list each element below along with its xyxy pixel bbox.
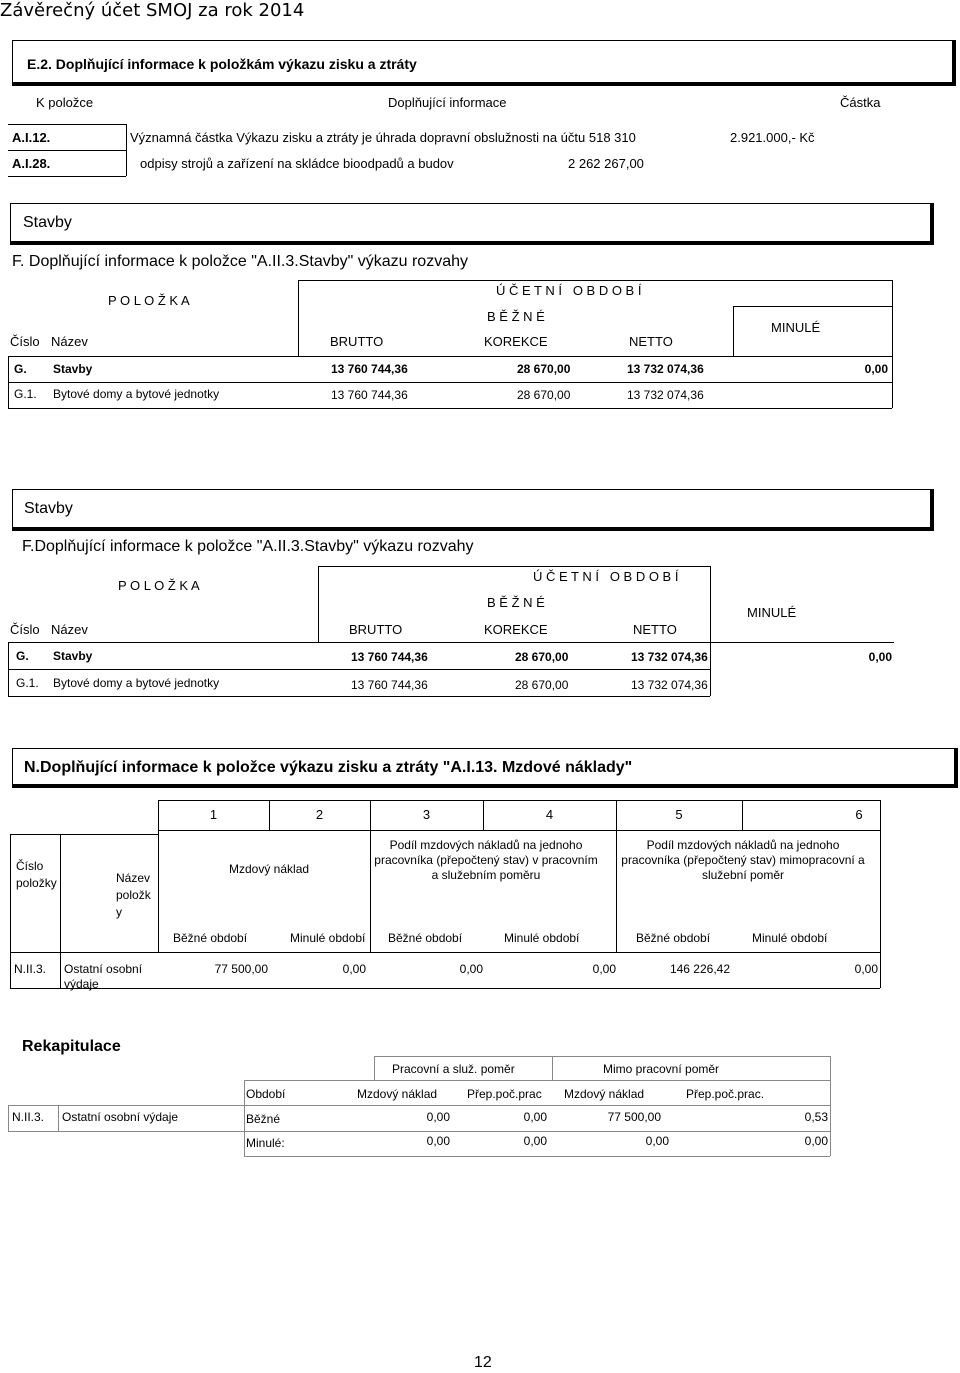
stavby2-netto: NETTO — [633, 622, 677, 637]
stavby1-brutto: BRUTTO — [330, 334, 384, 349]
mzdy-period: Běžné období — [173, 931, 248, 945]
stavby2-bezne: B Ě Ž N É — [487, 595, 545, 610]
rekap-row-value: 0,00 — [523, 1110, 547, 1124]
stavby1-label: Stavby — [23, 214, 72, 231]
mzdy-row-value: 0,00 — [854, 962, 878, 976]
rekap-mzdovy-naklad-2: Mzdový náklad — [564, 1087, 645, 1101]
rekap-mimo: Mimo pracovní poměr — [603, 1062, 720, 1076]
e2-col-item: K položce — [36, 95, 94, 110]
rekap-prep-poc-a: Přep.poč.prac — [467, 1087, 542, 1101]
mzdy-period: Běžné období — [388, 931, 463, 945]
mzdy-col-number: 5 — [675, 807, 683, 822]
stavby1-minule: MINULÉ — [771, 320, 821, 335]
stavby1-row-netto: 13 732 074,36 — [627, 388, 704, 402]
stavby1-row-korekce: 28 670,00 — [517, 362, 571, 376]
stavby1-row-code: G.1. — [14, 387, 37, 401]
stavby2-row-netto: 13 732 074,36 — [631, 678, 708, 692]
stavby1-bezne: B Ě Ž N É — [487, 309, 545, 324]
stavby2-row-minule: 0,00 — [868, 650, 892, 664]
stavby2-minule: MINULÉ — [747, 605, 797, 620]
stavby2-nazev: Název — [51, 622, 88, 637]
stavby2-row-name: Bytové domy a bytové jednotky — [53, 676, 220, 690]
document-title: Závěrečný účet SMOJ za rok 2014 — [0, 0, 305, 21]
stavby2-cislo: Číslo — [10, 622, 40, 637]
rekap-row-value: 0,00 — [523, 1134, 547, 1148]
stavby1-row-brutto: 13 760 744,36 — [331, 362, 408, 376]
rekap-heading: Rekapitulace — [22, 1038, 121, 1055]
stavby1-label-box — [10, 203, 934, 245]
mzdy-nazev-polozky: Název položk y — [116, 871, 151, 919]
stavby2-ucetni-obdobi: Ú Č E T N Í O B D O B Í — [533, 569, 679, 584]
rekap-row-value: 77 500,00 — [607, 1110, 661, 1124]
rekap-row-value: 0,00 — [426, 1134, 450, 1148]
mzdy-row-value: 0,00 — [459, 962, 483, 976]
stavby1-cislo: Číslo — [10, 334, 40, 349]
mzdy-period: Minulé období — [752, 931, 828, 945]
stavby1-polozka: P O L O Ž K A — [108, 293, 190, 308]
mzdy-row-value: 146 226,42 — [669, 962, 730, 976]
e2-row-code: A.I.12. — [12, 130, 51, 145]
mzdy-row-name: Ostatní osobní výdaje — [64, 962, 143, 991]
e2-row-text: Významná částka Výkazu zisku a ztráty je úhrada dopravní obslužnosti na účtu 518 310 — [130, 130, 636, 145]
mzdy-heading-box — [12, 748, 958, 788]
e2-heading-box — [12, 40, 956, 86]
mzdy-mzdovy-naklad: Mzdový náklad — [229, 862, 310, 876]
stavby1-row-brutto: 13 760 744,36 — [331, 388, 408, 402]
stavby2-korekce: KOREKCE — [484, 622, 548, 637]
stavby1-netto: NETTO — [629, 334, 673, 349]
stavby1-ucetni-obdobi: Ú Č E T N Í O B D O B Í — [496, 283, 642, 298]
stavby2-brutto: BRUTTO — [349, 622, 403, 637]
rekap-row-label: Běžné — [246, 1112, 281, 1126]
stavby2-row-brutto: 13 760 744,36 — [351, 678, 428, 692]
rekap-row-value: 0,00 — [426, 1110, 450, 1124]
stavby1-nazev: Název — [51, 334, 88, 349]
mzdy-col-number: 4 — [545, 807, 554, 822]
stavby2-row-netto: 13 732 074,36 — [631, 650, 708, 664]
page-number: 12 — [474, 1354, 492, 1371]
stavby2-row-korekce: 28 670,00 — [515, 650, 569, 664]
stavby1-heading: F. Doplňující informace k položce "A.II.3.Stavby" výkazu rozvahy — [12, 253, 468, 270]
e2-row-amount: 2.921.000,- Kč — [730, 130, 815, 145]
stavby1-row-name: Bytové domy a bytové jednotky — [53, 387, 220, 401]
e2-heading: E.2. Doplňující informace k položkám výkazu zisku a ztráty — [27, 56, 417, 72]
stavby1-row-code: G. — [14, 362, 27, 376]
stavby2-heading: F.Doplňující informace k položce "A.II.3.Stavby" výkazu rozvahy — [22, 538, 474, 555]
mzdy-row-value: 0,00 — [342, 962, 366, 976]
mzdy-col-number: 6 — [855, 807, 863, 822]
e2-col-amount: Částka — [840, 95, 881, 110]
mzdy-cislo-polozky: Číslo položky — [16, 859, 57, 890]
mzdy-period: Běžné období — [636, 931, 711, 945]
stavby1-row-minule: 0,00 — [864, 362, 888, 376]
mzdy-heading: N.Doplňující informace k položce výkazu zisku a ztráty "A.I.13. Mzdové náklady" — [24, 759, 633, 776]
rekap-name: Ostatní osobní výdaje — [62, 1110, 179, 1124]
e2-row-code: A.I.28. — [12, 156, 51, 171]
e2-row-amount: 2 262 267,00 — [568, 156, 644, 171]
stavby2-label: Stavby — [24, 500, 73, 517]
rekap-row-value: 0,00 — [645, 1134, 669, 1148]
stavby2-row-code: G.1. — [16, 676, 39, 690]
mzdy-podil-mimo: Podíl mzdových nákladů na jednoho pracovníka (přepočtený stav) mimopracovní a služební poměr — [621, 838, 865, 882]
stavby1-row-name: Stavby — [53, 362, 93, 376]
rekap-prep-poc-b: Přep.poč.prac. — [686, 1087, 765, 1101]
mzdy-row-value: 0,00 — [592, 962, 616, 976]
stavby2-row-korekce: 28 670,00 — [515, 678, 569, 692]
stavby2-row-code: G. — [16, 649, 29, 663]
rekap-obdobi: Období — [246, 1087, 286, 1101]
rekap-mzdovy-naklad: Mzdový náklad — [357, 1087, 438, 1101]
mzdy-period: Minulé období — [290, 931, 366, 945]
stavby2-row-name: Stavby — [53, 649, 93, 663]
stavby2-label-box — [12, 489, 934, 531]
stavby2-row-brutto: 13 760 744,36 — [351, 650, 428, 664]
rekap-pracovni: Pracovní a služ. poměr — [392, 1062, 515, 1076]
rekap-row-value: 0,53 — [804, 1110, 828, 1124]
stavby1-row-korekce: 28 670,00 — [517, 388, 571, 402]
stavby1-korekce: KOREKCE — [484, 334, 548, 349]
rekap-row-value: 0,00 — [804, 1134, 828, 1148]
mzdy-col-number: 1 — [209, 807, 218, 822]
rekap-code: N.II.3. — [12, 1110, 45, 1124]
mzdy-row-value: 77 500,00 — [214, 962, 268, 976]
mzdy-podil-pracovni: Podíl mzdových nákladů na jednoho pracovníka (přepočtený stav) v pracovním a služebním poměru — [374, 838, 598, 882]
mzdy-col-number: 2 — [315, 807, 324, 822]
mzdy-row-code: N.II.3. — [14, 962, 47, 976]
e2-row-text: odpisy strojů a zařízení na skládce bioodpadů a budov — [140, 156, 454, 171]
rekap-row-label: Minulé: — [246, 1136, 285, 1150]
mzdy-period: Minulé období — [504, 931, 580, 945]
stavby1-row-netto: 13 732 074,36 — [627, 362, 704, 376]
e2-col-info: Doplňující informace — [388, 95, 507, 110]
mzdy-col-number: 3 — [422, 807, 431, 822]
stavby2-polozka: P O L O Ž K A — [118, 578, 200, 593]
